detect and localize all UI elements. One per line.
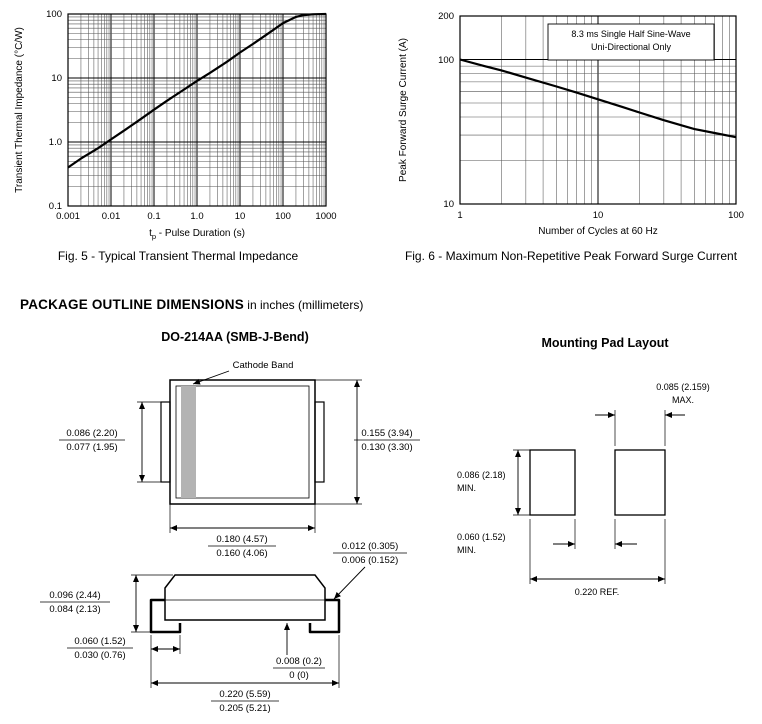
svg-text:0 (0): 0 (0) [289,670,309,681]
annotation-line: Uni-Directional Only [590,42,672,52]
fig5-y-ticks [46,9,62,212]
svg-text:0.205 (5.21): 0.205 (5.21) [219,703,271,714]
tick-label: 10 [51,73,62,84]
dim-profile-height [40,575,173,632]
dim-pad-gap [457,519,637,555]
svg-text:0.160 (4.06): 0.160 (4.06) [216,548,268,559]
dim-pad-height [457,450,530,515]
cathode-band-label: Cathode Band [232,360,294,371]
fig5-x-axis-label: $t_p$ - Pulse Duration (s) [149,228,245,241]
fig5-caption: Fig. 5 - Typical Transient Thermal Impedance [57,249,299,263]
svg-text:0.086 (2.20): 0.086 (2.20) [66,428,118,439]
tick-label: 1.0 [190,211,204,222]
tick-label: 100 [438,55,454,66]
svg-text:0.084 (2.13): 0.084 (2.13) [49,604,101,615]
tick-label: 1000 [315,211,337,222]
section-heading-rest: in inches (millimeters) [243,298,364,312]
svg-text:0.006 (0.152): 0.006 (0.152) [341,555,399,566]
tick-label: 100 [46,9,62,20]
tick-label: 0.001 [56,211,80,222]
dim-pad-width [595,382,710,446]
pad-layout-title: Mounting Pad Layout [541,336,669,350]
dim-overall-width [151,635,339,714]
tick-label: 1 [457,210,463,221]
tick-label: 10 [443,199,454,210]
svg-text:0.012 (0.305): 0.012 (0.305) [341,541,399,552]
package-side-view [151,575,339,632]
fig6-caption: Fig. 6 - Maximum Non-Repetitive Peak Forward Surge Current [404,249,738,263]
tick-label: 200 [438,11,454,22]
fig6-y-axis-label: Peak Forward Surge Current (A) [398,38,409,182]
dim-pad-overall [530,519,665,597]
section-heading-bold: PACKAGE OUTLINE DIMENSIONS [20,297,244,312]
package-top-view [161,380,324,504]
tick-label: 0.01 [101,211,121,222]
dim-body-width [170,504,315,559]
tick-label: 100 [728,210,744,221]
package-outline-drawing [15,352,455,724]
svg-text:MIN.: MIN. [457,483,476,493]
tick-label: 1.0 [48,137,62,148]
package-title: DO-214AA (SMB-J-Bend) [161,330,309,344]
dim-foot-length [67,635,180,661]
svg-text:0.008 (0.2): 0.008 (0.2) [276,656,322,667]
left-pad [530,450,575,515]
svg-text:0.085 (2.159): 0.085 (2.159) [656,382,710,392]
tick-label: 10 [234,211,246,222]
svg-text:0.220 REF.: 0.220 REF. [574,587,620,597]
svg-text:0.060 (1.52): 0.060 (1.52) [457,532,506,542]
svg-text:0.155 (3.94): 0.155 (3.94) [361,428,413,439]
left-terminal [161,402,170,482]
fig5-x-ticks [56,211,336,222]
cathode-band-leader [193,371,229,384]
svg-text:0.077 (1.95): 0.077 (1.95) [66,442,118,453]
fig6-x-ticks [457,210,744,221]
svg-text:0.180 (4.57): 0.180 (4.57) [216,534,268,545]
fig6-x-axis-label: Number of Cycles at 60 Hz [538,226,658,237]
tick-label: 100 [275,211,291,222]
tick-label: 10 [592,210,604,221]
fig5-grid [68,14,326,206]
tick-label: 0.1 [48,201,62,212]
svg-text:0.030 (0.76): 0.030 (0.76) [74,650,126,661]
fig5-chart [8,6,348,251]
dim-terminal-width [59,402,161,482]
fig6-annotation-box [548,24,714,60]
fig6-y-ticks [438,11,454,210]
right-terminal [315,402,324,482]
svg-text:0.086 (2.18): 0.086 (2.18) [457,470,506,480]
annotation-line: 8.3 ms Single Half Sine-Wave [571,29,691,39]
dim-body-height [315,380,420,504]
right-pad [615,450,665,515]
fig5-y-axis-label: Transient Thermal Impedance (°C/W) [14,27,25,193]
dim-lead-thickness [333,541,407,599]
svg-text:0.130 (3.30): 0.130 (3.30) [361,442,413,453]
mounting-pad-layout-drawing [455,352,757,724]
svg-text:MAX.: MAX. [671,395,695,405]
fig6-chart [390,6,754,251]
svg-text:0.060 (1.52): 0.060 (1.52) [74,636,126,647]
svg-text:0.096 (2.44): 0.096 (2.44) [49,590,101,601]
section-heading [20,297,363,312]
tick-label: 0.1 [147,211,161,222]
svg-text:0.220 (5.59): 0.220 (5.59) [219,689,271,700]
side-body [165,575,325,620]
cathode-band [181,386,196,498]
svg-text:MIN.: MIN. [457,545,476,555]
